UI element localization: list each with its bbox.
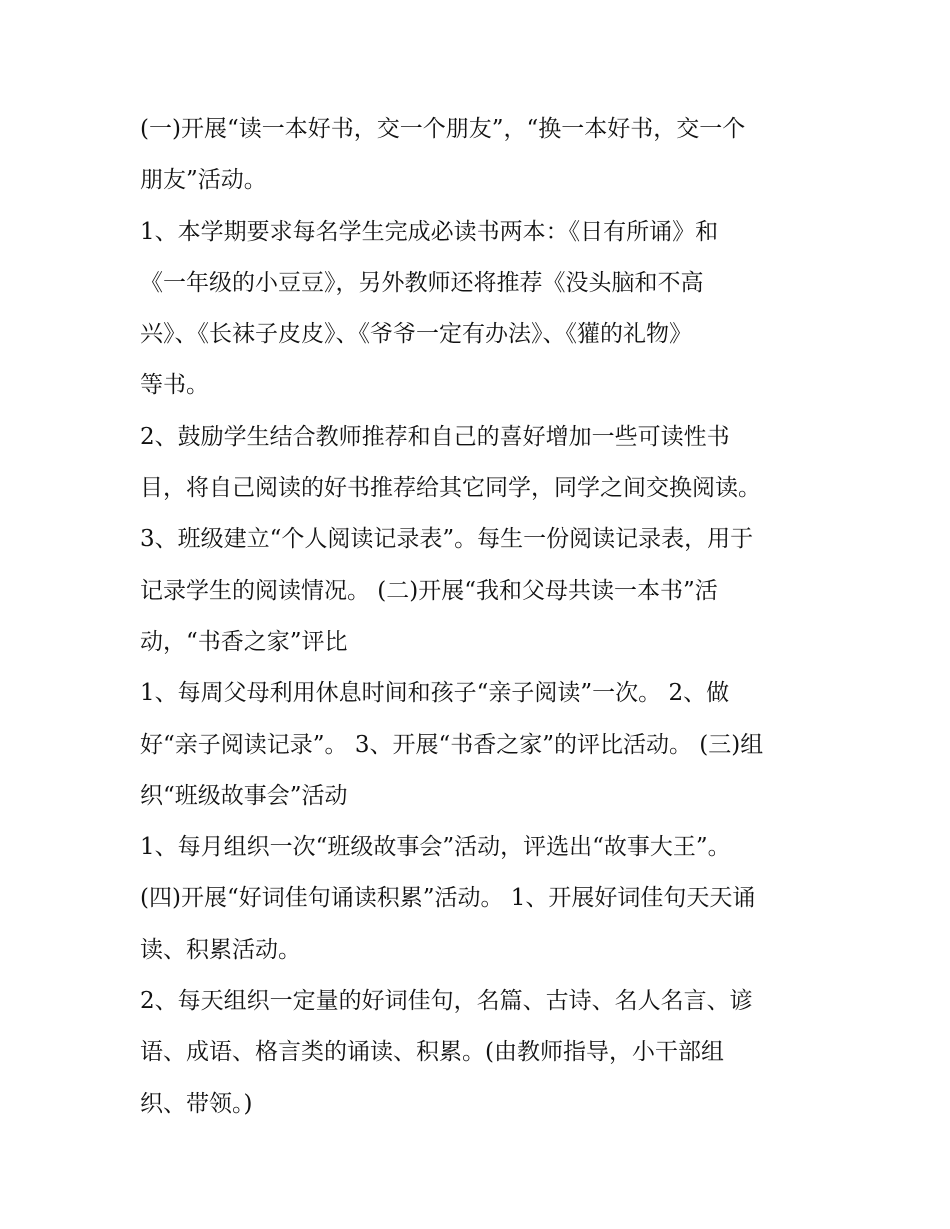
text-line: (一)开展“读一本好书，交一个朋友”，“换一本好书，交一个 [140,116,746,142]
paragraph [140,976,820,1130]
text-line: 织、带领。) [140,1090,253,1117]
text-line: (四)开展“好词佳句诵读积累”活动。 1、开展好词佳句天天诵 [140,885,756,912]
text-line: 1、本学期要求每名学生完成必读书两本：《日有所诵》和 [140,218,719,245]
text-line: 1、每月组织一次“班级故事会”活动，评选出“故事大王”。 [140,834,731,861]
text-line: 织“班级故事会”活动 [140,782,348,809]
text-line: 2、每天组织一定量的好词佳句，名篇、古诗、名人名言、谚 [140,988,753,1015]
text-line: 好“亲子阅读记录”。 3、开展“书香之家”的评比活动。 (三)组 [140,731,764,758]
text-line: 兴》、《长袜子皮皮》、《爷爷一定有办法》、《獾的礼物》 [140,321,692,348]
paragraph [140,668,820,822]
paragraph [140,207,820,412]
text-line: 1、每周父母利用休息时间和孩子“亲子阅读”一次。 2、做 [140,680,730,707]
text-line: 2、鼓励学生结合教师推荐和自己的喜好增加一些可读性书 [140,423,730,450]
paragraph [140,873,820,976]
text-line: 《一年级的小豆豆》，另外教师还将推荐《没头脑和不高 [140,269,704,296]
text-line: 读、积累活动。 [140,936,301,963]
text-line: 朋友”活动。 [140,167,267,194]
document-page [140,104,820,1130]
paragraph [140,412,820,515]
text-line: 3、班级建立“个人阅读记录表”。每生一份阅读记录表，用于 [140,526,754,553]
text-line: 记录学生的阅读情况。 (二)开展“我和父母共读一本书”活 [140,577,718,604]
paragraph [140,104,820,207]
paragraph [140,514,820,668]
text-line: 目，将自己阅读的好书推荐给其它同学，同学之间交换阅读。 [140,475,761,502]
paragraph [140,822,820,873]
text-line: 语、成语、格言类的诵读、积累。(由教师指导，小干部组 [140,1039,724,1066]
text-line: 动，“书香之家”评比 [140,628,348,655]
text-line: 等书。 [140,372,209,399]
